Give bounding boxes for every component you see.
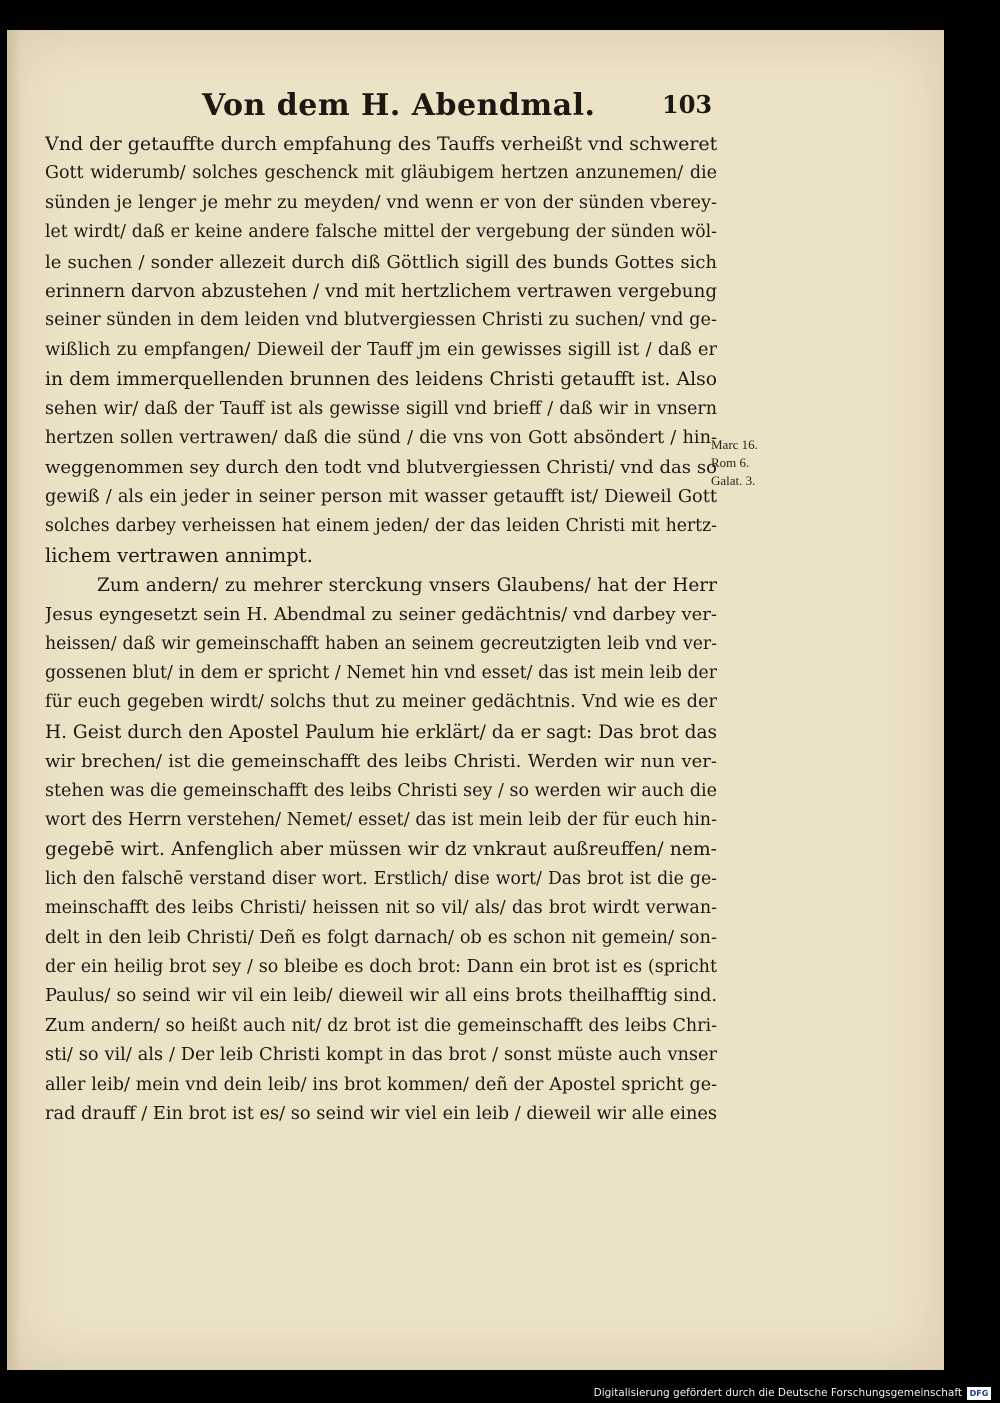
- text-line: erinnern darvon abzustehen / vnd mit hertzlichem vertrawen vergebung: [45, 280, 717, 302]
- running-head: Von dem H. Abendmal.: [202, 88, 596, 123]
- page-gutter-shadow: [7, 30, 21, 1370]
- text-line: gewiß / als ein jeder in seiner person mit wasser getaufft ist/ Dieweil Gott: [45, 486, 717, 507]
- text-line: Jesus eyngesetzt sein H. Abendmal zu seiner gedächtnis/ vnd darbey ver-: [45, 604, 717, 626]
- text-line: rad drauff / Ein brot ist es/ so seind wir viel ein leib / dieweil wir alle eines: [45, 1103, 717, 1124]
- text-line: sehen wir/ daß der Tauff ist als gewisse sigill vnd brieff / daß wir in vnsern: [45, 398, 717, 419]
- text-line: gossenen blut/ in dem er spricht / Nemet hin vnd esset/ das ist mein leib der: [45, 663, 717, 684]
- text-line: H. Geist durch den Apostel Paulum hie erklärt/ da er sagt: Das brot das: [45, 721, 717, 743]
- dfg-logo: DFG: [967, 1387, 991, 1400]
- text-line: solches darbey verheissen hat einem jeden/ der das leiden Christi mit hertz-: [45, 516, 717, 537]
- text-line: lichem vertrawen annimpt.: [45, 544, 313, 568]
- text-line: wort des Herrn verstehen/ Nemet/ esset/ das ist mein leib der für euch hin-: [45, 809, 717, 830]
- text-line: Gott widerumb/ solches geschenck mit gläubigem hertzen anzunemen/ die: [45, 163, 717, 184]
- text-line: wißlich zu empfangen/ Dieweil der Tauff jm ein gewisses sigill ist / daß er: [45, 339, 717, 360]
- text-line: stehen was die gemeinschafft des leibs Christi sey / so werden wir auch die: [45, 780, 717, 801]
- text-line: meinschafft des leibs Christi/ heissen nit so vil/ als/ das brot wirdt verwan-: [45, 898, 717, 919]
- text-line: Paulus/ so seind wir vil ein leib/ dieweil wir all eins brots theilhafftig sind.: [45, 986, 717, 1007]
- text-line: delt in den leib Christi/ Deñ es folgt darnach/ ob es schon nit gemein/ son-: [45, 927, 717, 948]
- text-line: le suchen / sonder allezeit durch diß Göttlich sigill des bunds Gottes sich: [45, 251, 717, 273]
- body-text: [45, 130, 717, 1129]
- text-line: der ein heilig brot sey / so bleibe es doch brot: Dann ein brot ist es (spricht: [45, 956, 717, 977]
- text-line: gegebē wirt. Anfenglich aber müssen wir dz vnkraut außreuffen/ nem-: [45, 839, 717, 861]
- text-line: in dem immerquellenden brunnen des leidens Christi getaufft ist. Also: [45, 369, 717, 391]
- text-line: let wirdt/ daß er keine andere falsche mittel der vergebung der sünden wöl-: [45, 222, 717, 243]
- page-number: 103: [662, 90, 713, 119]
- margin-note: Galat. 3.: [711, 473, 756, 488]
- text-line: sti/ so vil/ als / Der leib Christi kompt in das brot / sonst müste auch vnser: [45, 1045, 717, 1066]
- book-page: [7, 30, 944, 1370]
- text-line-paragraph-start: Zum andern/ zu mehrer sterckung vnsers Glaubens/ hat der Herr: [97, 574, 717, 596]
- margin-note: Rom 6.: [711, 455, 750, 470]
- margin-note: Marc 16.: [711, 437, 758, 452]
- text-line: sünden je lenger je mehr zu meyden/ vnd wenn er von der sünden vberey-: [45, 192, 717, 213]
- text-line: aller leib/ mein vnd dein leib/ ins brot kommen/ deñ der Apostel spricht ge-: [45, 1074, 717, 1095]
- text-line: wir brechen/ ist die gemeinschafft des leibs Christi. Werden wir nun ver-: [45, 751, 717, 773]
- text-line: für euch gegeben wirdt/ solchs thut zu meiner gedächtnis. Vnd wie es der: [45, 692, 717, 713]
- text-line: hertzen sollen vertrawen/ daß die sünd / die vns von Gott absöndert / hin-: [45, 427, 717, 448]
- text-line: lich den falschē verstand diser wort. Erstlich/ dise wort/ Das brot ist die ge-: [45, 868, 717, 889]
- text-line: Zum andern/ so heißt auch nit/ dz brot ist die gemeinschafft des leibs Chri-: [45, 1015, 717, 1036]
- digitization-credit: Digitalisierung gefördert durch die Deutsche Forschungsgemeinschaft: [593, 1387, 962, 1399]
- text-line: seiner sünden in dem leiden vnd blutvergiessen Christi zu suchen/ vnd ge-: [45, 310, 717, 331]
- marginal-references: [711, 436, 758, 490]
- text-line: weggenommen sey durch den todt vnd blutvergiessen Christi/ vnd das so: [45, 457, 717, 479]
- text-line: Vnd der getauffte durch empfahung des Tauffs verheißt vnd schweret: [45, 133, 717, 155]
- text-line: heissen/ daß wir gemeinschafft haben an seinem gecreutzigten leib vnd ver-: [45, 633, 717, 654]
